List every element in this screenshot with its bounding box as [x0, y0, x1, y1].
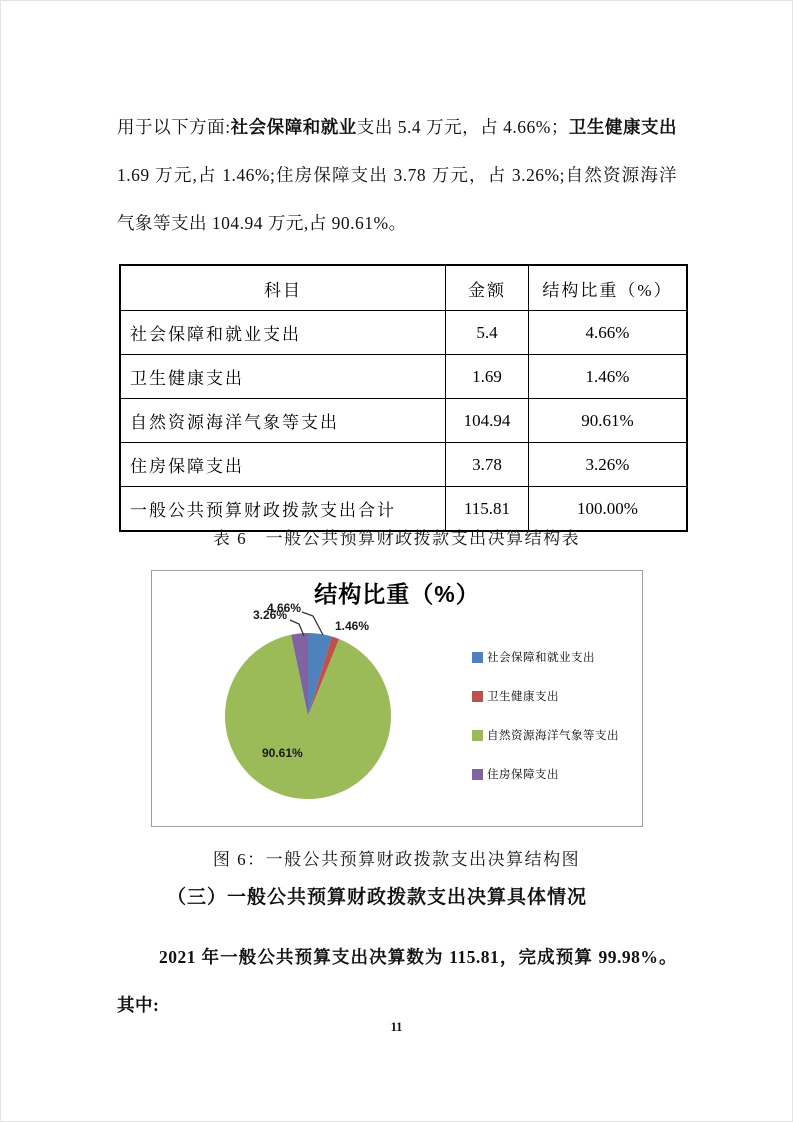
- legend-label: 住房保障支出: [487, 769, 559, 781]
- table-header-row: [120, 265, 687, 311]
- expenditure-structure-table: [119, 264, 688, 532]
- table-row: [120, 443, 687, 487]
- table-row: [120, 311, 687, 355]
- paragraph-bold-segment: 卫生健康支出: [568, 116, 678, 137]
- section-heading: （三）一般公共预算财政拨款支出决算具体情况: [167, 887, 588, 908]
- subject-cell: 卫生健康支出: [120, 355, 446, 399]
- column-header: 金额: [446, 265, 529, 311]
- ratio-cell: 1.46%: [529, 355, 688, 399]
- chart-legend: [472, 649, 619, 805]
- table-caption: 表 6 一般公共预算财政拨款支出决算结构表: [212, 529, 581, 548]
- table-row: [120, 399, 687, 443]
- ratio-cell: 100.00%: [529, 487, 688, 532]
- ratio-cell: 3.26%: [529, 443, 688, 487]
- legend-item: [472, 688, 619, 704]
- callout-line-social-security: [302, 612, 323, 635]
- legend-item: [472, 649, 619, 665]
- ratio-cell: 90.61%: [529, 399, 688, 443]
- table-row: [120, 355, 687, 399]
- pie-label-health: 1.46%: [335, 619, 370, 633]
- legend-label: 社会保障和就业支出: [487, 652, 595, 664]
- legend-item: [472, 766, 619, 782]
- page-number: 11: [390, 1020, 403, 1034]
- amount-cell: 3.78: [446, 443, 529, 487]
- column-header: 科目: [120, 265, 446, 311]
- subject-cell: 社会保障和就业支出: [120, 311, 446, 355]
- legend-label: 自然资源海洋气象等支出: [487, 730, 619, 742]
- subject-cell: 自然资源海洋气象等支出: [120, 399, 446, 443]
- pie-label-natural-resources: 90.61%: [262, 746, 303, 760]
- pie-slices: [225, 633, 391, 799]
- figure-caption: 图 6：一般公共预算财政拨款支出决算结构图: [212, 850, 581, 869]
- budget-completion-paragraph: 2021 年一般公共预算支出决算数为 115.81，完成预算 99.98%。其中:: [117, 946, 677, 1015]
- legend-swatch-icon: [472, 691, 483, 702]
- pie-label-housing: 3.26%: [253, 608, 288, 622]
- amount-cell: 115.81: [446, 487, 529, 532]
- column-header: 结构比重（%）: [529, 265, 688, 311]
- paragraph-segment: 用于以下方面:: [117, 116, 231, 137]
- legend-swatch-icon: [472, 652, 483, 663]
- pie-label-social-security: 4.66%: [267, 601, 302, 615]
- legend-label: 卫生健康支出: [487, 691, 559, 703]
- legend-swatch-icon: [472, 769, 483, 780]
- paragraph-segment: 支出 5.4 万元，占 4.66%；: [356, 116, 569, 137]
- subject-cell: 一般公共预算财政拨款支出合计: [120, 487, 446, 532]
- legend-item: [472, 727, 619, 743]
- paragraph-segment: 1.69 万元,占 1.46%;住房保障支出 3.78 万元，占 3.26%;自然资源海洋气象等支出 104.94 万元,占 90.61%。: [117, 164, 677, 233]
- table-body: [120, 311, 687, 532]
- ratio-cell: 4.66%: [529, 311, 688, 355]
- legend-swatch-icon: [472, 730, 483, 741]
- paragraph-bold-segment: 社会保障和就业: [230, 116, 357, 137]
- subject-cell: 住房保障支出: [120, 443, 446, 487]
- amount-cell: 104.94: [446, 399, 529, 443]
- pie-chart-frame: [151, 570, 643, 827]
- chart-title: 结构比重（%）: [314, 581, 480, 607]
- amount-cell: 1.69: [446, 355, 529, 399]
- expenditure-summary-paragraph: [117, 103, 677, 247]
- amount-cell: 5.4: [446, 311, 529, 355]
